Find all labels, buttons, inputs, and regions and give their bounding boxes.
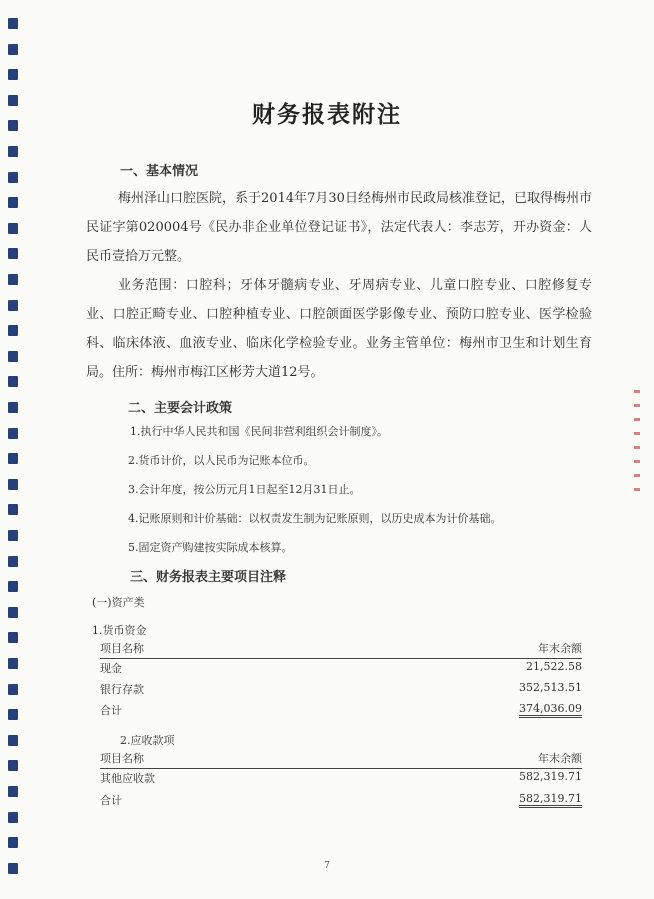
policy-item-4: 4.记账原则和计价基础：以权责发生制为记账原则，以历史成本为计价基础。 [128,512,502,525]
binding-tab [8,760,18,771]
section1-heading: 一、基本情况 [120,164,199,179]
table1-caption: 1.货币资金 [92,624,147,637]
binding-tab [8,376,18,387]
table2-col-name: 项目名称 [100,752,144,765]
binding-tab [8,530,18,541]
binding-tab [8,402,18,413]
row-value: 352,513.51 [519,681,582,694]
row-value: 582,319.71 [519,770,582,783]
binding-tab [8,223,18,234]
total-value: 582,319.71 [519,792,582,808]
binding-tab [8,812,18,823]
table-row [100,770,582,788]
binding-strip [8,18,20,888]
section3-subheading: (一)资产类 [92,596,145,609]
binding-tab [8,632,18,643]
binding-tab [8,786,18,797]
policy-item-1: 1.执行中华人民共和国《民间非营利组织会计制度》。 [130,425,388,438]
table2-total-row [100,792,582,810]
table-row [100,681,582,699]
binding-tab [8,479,18,490]
scan-mark [634,404,640,407]
scan-mark [634,432,640,435]
binding-tab [8,735,18,746]
binding-tab [8,69,18,80]
binding-tab [8,607,18,618]
total-label: 合计 [100,704,122,717]
page-title: 财务报表附注 [252,101,402,128]
scan-mark [634,390,640,393]
row-name: 银行存款 [100,683,144,696]
binding-tab [8,581,18,592]
binding-tab [8,146,18,157]
row-name: 其他应收款 [100,772,155,785]
section2-heading: 二、主要会计政策 [128,401,233,416]
scan-mark [634,488,640,491]
scan-mark [634,418,640,421]
scan-mark [634,446,640,449]
binding-tab [8,658,18,669]
section3-heading: 三、财务报表主要项目注释 [130,570,287,585]
table2-caption: 2.应收款项 [120,734,175,747]
binding-tab [8,248,18,259]
row-value: 21,522.58 [526,660,582,673]
table1-total-row [100,702,582,720]
binding-tab [8,351,18,362]
binding-tab [8,197,18,208]
policy-item-5: 5.固定资产购建按实际成本核算。 [128,541,293,554]
scan-artifact [634,390,640,500]
policy-item-2: 2.货币计价，以人民币为记账本位币。 [128,454,315,467]
binding-tab [8,556,18,567]
binding-tab [8,44,18,55]
binding-tab [8,325,18,336]
binding-tab [8,453,18,464]
total-value: 374,036.09 [519,702,582,718]
section1-paragraph-2: 业务范围：口腔科；牙体牙髓病专业、牙周病专业、儿童口腔专业、口腔修复专业、口腔正畸专业、口腔种植专业、口腔颌面医学影像专业、预防口腔专业、医学检验科、临床体液、血液专业、临床化学检验专业。业务主管单位：梅州市卫生和计划生育局。住所：梅州市梅江区彬芳大道12号。 [86,278,592,380]
binding-tab [8,684,18,695]
binding-tab [8,428,18,439]
binding-tab [8,274,18,285]
binding-tab [8,504,18,515]
table1-header [100,640,582,659]
binding-tab [8,837,18,848]
table-row [100,660,582,678]
binding-tab [8,300,18,311]
section1-paragraph-1: 梅州泽山口腔医院，系于2014年7月30日经梅州市民政局核准登记，已取得梅州市民证字第020004号《民办非企业单位登记证书》，法定代表人：李志芳，开办资金：人民币壹拾万元整。 [86,191,592,264]
row-name: 现金 [100,662,122,675]
total-label: 合计 [100,794,122,807]
binding-tab [8,709,18,720]
scan-mark [634,460,640,463]
binding-tab [8,172,18,183]
table1-col-name: 项目名称 [100,642,144,655]
table2-col-value: 年末余额 [538,752,582,765]
binding-tab [8,18,18,29]
table2-header [100,750,582,769]
table1-col-value: 年末余额 [538,642,582,655]
page-number: 7 [324,861,330,871]
policy-item-3: 3.会计年度，按公历元月1日起至12月31日止。 [128,483,361,496]
scan-mark [634,474,640,477]
